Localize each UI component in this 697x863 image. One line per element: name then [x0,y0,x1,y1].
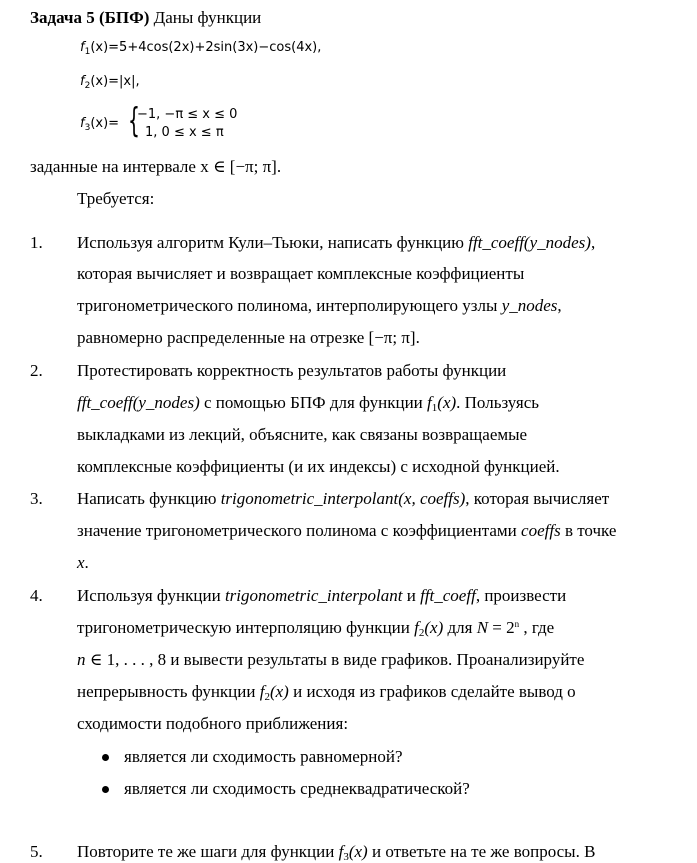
formula-f3: $f_3(x)=$ [80,116,120,133]
item-3-line-1: Написать функцию trigonometric_interpolant(x, coeffs), которая вычисляет [77,489,610,508]
item-4-line-2: тригонометрическую интерполяцию функции $f_2(x)$ для $N = 2^n$ , где [77,618,555,639]
item-1-line-3: тригонометрического полинома, интерполирующего узлы y_nodes, [77,296,562,315]
item-4-number: 4. [30,586,43,605]
task-intro: Даны функции [153,8,262,27]
bullet-dot-1 [102,754,109,761]
piecewise-brace: { [128,101,140,141]
bullet-dot-2 [102,786,109,793]
item-2-line-1: Протестировать корректность результатов работы функции [77,361,507,380]
required-label: Требуется: [77,189,155,208]
item-3-line-3: x. [77,553,89,572]
item-2-line-3: выкладками из лекций, объясните, как связаны возвращаемые [77,425,528,444]
item-1-line-2: которая вычисляет и возвращает комплексные коэффициенты [77,264,525,283]
item-2-line-2: fft_coeff(y_nodes) с помощью БПФ для функции $f_1(x)$. Пользуясь [77,393,539,414]
item-1-number: 1. [30,233,43,252]
bullet-item-1: является ли сходимость равномерной? [124,747,403,766]
formula-f3-case2: 1, 0 ≤ x ≤ π [145,125,224,140]
item-1-line-4: равномерно распределенные на отрезке [−π; π]. [77,328,420,347]
formula-f3-case1: −1, −π ≤ x ≤ 0 [137,107,238,122]
formula-f2: $f_2(x)=|x|$, [80,74,140,91]
interval-text: заданные на интервале x ∈ [−π; π]. [30,157,282,176]
item-3-number: 3. [30,489,43,508]
item-5-line-1: Повторите те же шаги для функции $f_3(x)$ и ответьте на те же вопросы. В [77,842,596,863]
item-2-number: 2. [30,361,43,380]
item-4-line-3: n ∈ 1, . . . , 8 и вывести результаты в виде графиков. Проанализируйте [77,650,585,669]
item-2-line-4: комплексные коэффициенты (и их индексы) с исходной функцией. [77,457,560,476]
task-label: Задача 5 (БПФ) [30,8,150,27]
item-5-number: 5. [30,842,43,861]
item-4-line-5: сходимости подобного приближения: [77,714,349,733]
item-1-line-1: Используя алгоритм Кули–Тьюки, написать функцию fft_coeff(y_nodes), [77,233,596,252]
item-3-line-2: значение тригонометрического полинома с коэффициентами coeffs в точке [77,521,617,540]
bullet-item-2: является ли сходимость среднеквадратической? [124,779,470,798]
formula-f1: $f_1(x)=5+4\cos(2x)+2\sin(3x)-\cos(4x)$, [80,40,322,57]
task-header [30,8,261,28]
item-4-line-4: непрерывность функции $f_2(x)$ и исходя из графиков сделайте вывод о [77,682,576,703]
item-4-line-1: Используя функции trigonometric_interpolant и fft_coeff, произвести [77,586,567,605]
